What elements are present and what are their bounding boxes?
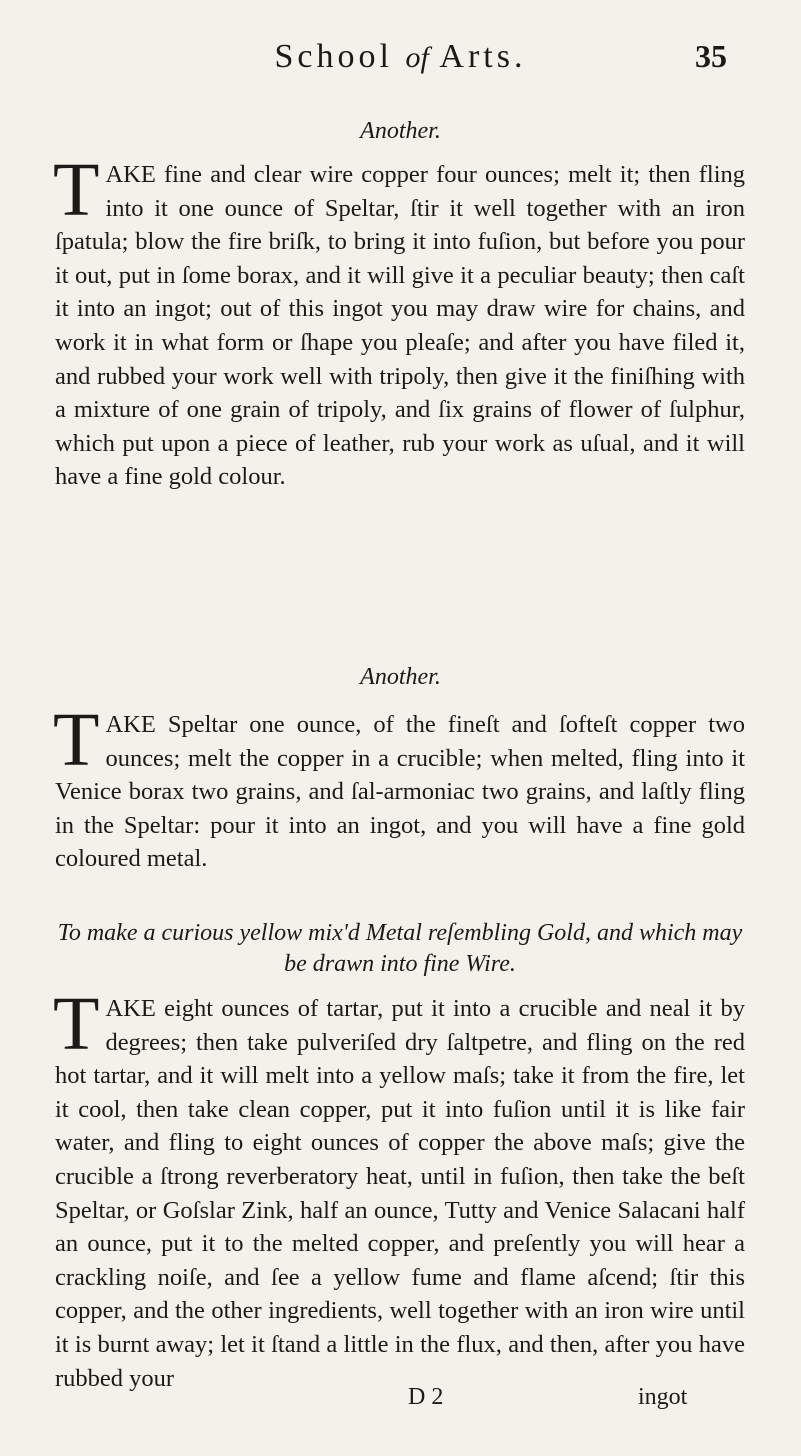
paragraph-2-text: AKE Speltar one ounce, of the fineſt and ſofteſt copper two ounces; melt the copper in a crucible; when melted, fling into it Venice borax two grains, and ſal-armoniac two grains, and laſtly fling in the Speltar: pour it into an ingot, and you will have a fine gold coloured metal. bbox=[55, 711, 745, 873]
signature-mark: D 2 bbox=[408, 1384, 444, 1410]
paragraph-2 bbox=[53, 698, 745, 876]
running-head bbox=[0, 38, 801, 76]
paragraph-3 bbox=[53, 982, 745, 1395]
paragraph-1 bbox=[53, 148, 745, 494]
drop-cap-1: T bbox=[53, 148, 100, 232]
running-head-of: of bbox=[405, 41, 429, 74]
recipe-title: To make a curious yellow mix'd Metal reſembling Gold, and which may be drawn into fine Wire. bbox=[57, 920, 743, 977]
section-heading-1: Another. bbox=[360, 118, 441, 144]
catchword: ingot bbox=[638, 1384, 688, 1410]
paragraph-3-text: AKE eight ounces of tartar, put it into a crucible and neal it by degrees; then take pulveriſed dry ſaltpetre, and fling on the red hot tartar, and it will melt into a yellow maſs; take it from the fire, let it cool, then take clean copper, put it into fuſion until it is like fair water, and fling to eight ounces of copper the above maſs; give the crucible a ſtrong reverberatory heat, until in fuſion, then take the beſt Speltar, or Goſslar Zink, half an ounce, Tutty and Venice Salacani half an ounce, put it to the melted copper, and preſently you will hear a crackling noiſe, and ſee a yellow fume and flame aſcend; ſtir this copper, and the other ingredients, well together with an iron wire until it is burnt away; let it ſtand a little in the flux, and then, after you have rubbed your bbox=[55, 995, 745, 1392]
drop-cap-2: T bbox=[53, 698, 100, 782]
page-number: 35 bbox=[695, 38, 727, 74]
running-head-school: School bbox=[274, 38, 393, 75]
drop-cap-3: T bbox=[53, 982, 100, 1066]
section-heading-2: Another. bbox=[360, 664, 441, 690]
paragraph-1-text: AKE fine and clear wire copper four ounces; melt it; then fling into it one ounce of Speltar, ſtir it well together with an iron ſpatula; blow the fire briſk, to bring it into fuſion, but before you pour it out, put in ſome borax, and it will give it a peculiar beauty; then caſt it into an ingot; out of this ingot you may draw wire for chains, and work it in what form or ſhape you pleaſe; and after you have filed it, and rubbed your work well with tripoly, then give it the finiſhing with a mixture of one grain of tripoly, and ſix grains of flower of ſulphur, which put upon a piece of leather, rub your work as uſual, and it will have a fine gold colour. bbox=[55, 161, 745, 491]
running-head-arts: Arts. bbox=[439, 38, 527, 75]
